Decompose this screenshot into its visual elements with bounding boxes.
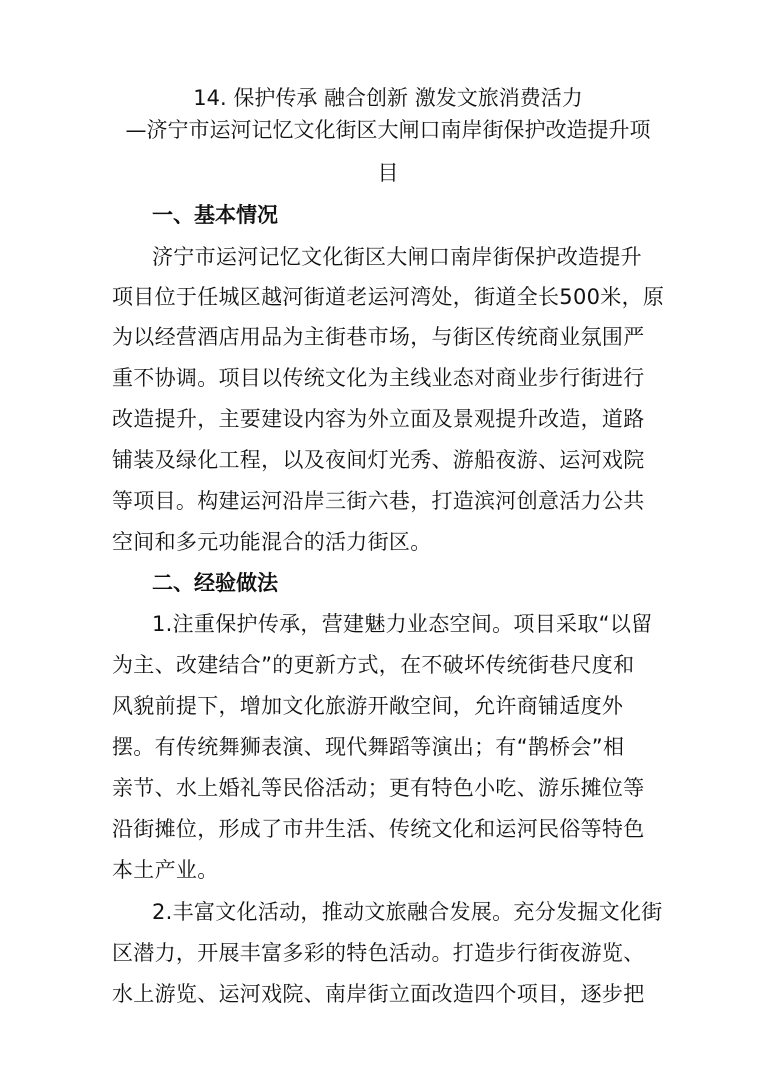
paragraph-line: 亲节、水上婚礼等民俗活动；更有特色小吃、游乐摊位等	[112, 776, 645, 800]
paragraph-line: 济宁市运河记忆文化街区大闸口南岸街保护改造提升	[152, 245, 642, 269]
paragraph-line: 为以经营酒店用品为主街巷市场，与街区传统商业氛围严	[112, 325, 645, 349]
paragraph-line: 摆。有传统舞狮表演、现代舞蹈等演出；有“鹊桥会”相	[112, 735, 625, 759]
paragraph-line: 风貌前提下，增加文化旅游开敞空间，允许商铺适度外	[112, 694, 624, 718]
section-heading-experience: 二、经验做法	[152, 571, 278, 595]
paragraph-line: 水上游览、运河戏院、南岸街立面改造四个项目，逐步把	[112, 982, 645, 1006]
paragraph-line: 为主、改建结合”的更新方式，在不破坏传统街巷尺度和	[112, 653, 635, 677]
paragraph-line: 等项目。构建运河沿岸三街六巷，打造滨河创意活力公共	[112, 489, 645, 513]
document-title-line-1: 14. 保护传承 融合创新 激发文旅消费活力	[193, 86, 583, 110]
paragraph-line: 1.注重保护传承，营建魅力业态空间。项目采取“以留	[152, 612, 653, 636]
section-heading-basic-info: 一、基本情况	[152, 203, 278, 227]
paragraph-line: 空间和多元功能混合的活力街区。	[112, 530, 432, 554]
paragraph-line: 项目位于任城区越河街道老运河湾处，街道全长500米，原	[112, 285, 665, 309]
paragraph-line: 铺装及绿化工程，以及夜间灯光秀、游船夜游、运河戏院	[112, 448, 645, 472]
paragraph-line: 2.丰富文化活动，推动文旅融合发展。充分发掘文化街	[152, 900, 663, 924]
paragraph-line: 本土产业。	[112, 858, 219, 882]
paragraph-line: 改造提升，主要建设内容为外立面及景观提升改造，道路	[112, 407, 645, 431]
document-title-line-2: —济宁市运河记忆文化街区大闸口南岸街保护改造提升项	[125, 118, 651, 142]
paragraph-line: 重不协调。项目以传统文化为主线业态对商业步行街进行	[112, 366, 645, 390]
document-title-line-3: 目	[377, 161, 399, 185]
paragraph-line: 区潜力，开展丰富多彩的特色活动。打造步行街夜游览、	[112, 941, 645, 965]
paragraph-line: 沿街摊位，形成了市井生活、传统文化和运河民俗等特色	[112, 817, 645, 841]
